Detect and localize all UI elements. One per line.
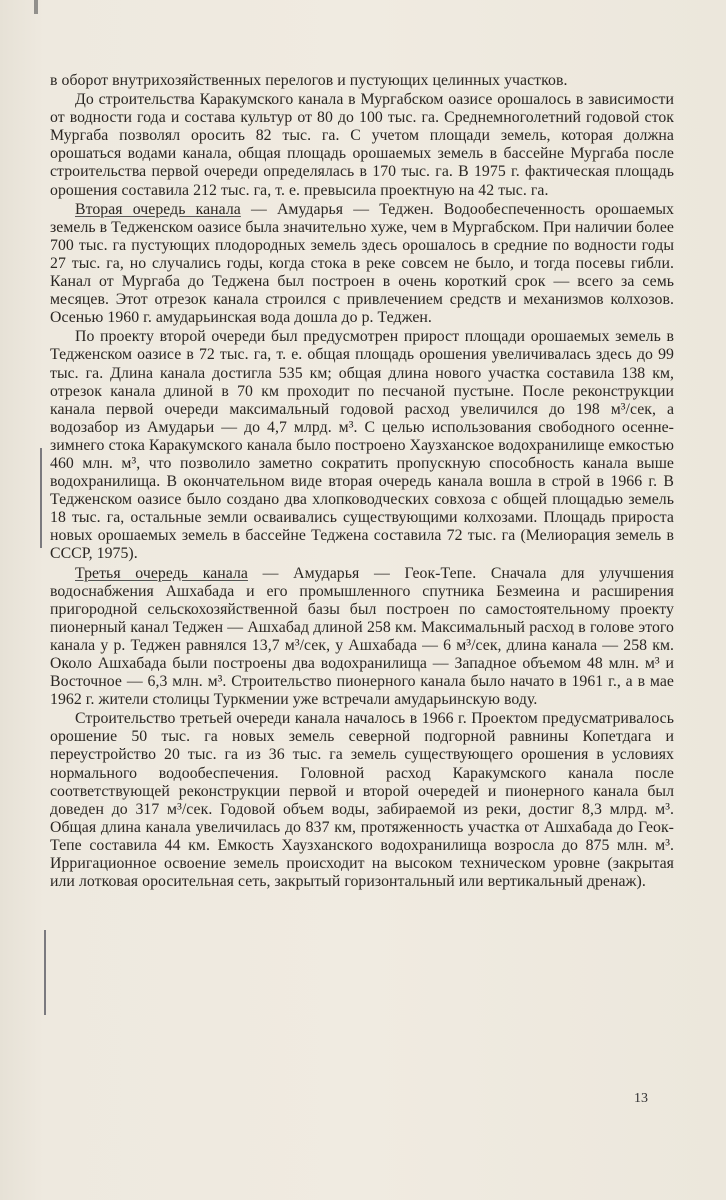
underlined-heading: Третья очередь канала (75, 564, 248, 582)
paragraph: Строительство третьей очереди канала началось в 1966 г. Проектом предусматривалось орошение 50 тыс. га новых земель северной подгорной равнины Копетдага и переустройство 20 тыс. га из 36 тыс. га земель существующего орошения в условиях нормального водообеспечения. Головной расход Каракумского канала после соответствующей реконструкции первой и второй очередей и пионерного канала был доведен до 317 м³/сек. Годовой объем воды, забираемой из реки, достиг 8,3 млрд. м³. Общая длина канала увеличилась до 837 км, протяженность участка от Ашхабада до Геок-Тепе составила 44 км. Емкость Хаузханского водохранилища возросла до 875 млн. м³. Ирригационное освоение земель происходит на высоком техническом уровне (закрытая или лотковая оросительная сеть, закрытый горизонтальный или вертикальный дренаж). (50, 710, 674, 891)
underlined-heading: Вторая очередь канала (75, 200, 241, 218)
corner-mark (34, 0, 38, 14)
body-text (50, 72, 674, 891)
paragraph: До строительства Каракумского канала в Мургабском оазисе орошалось в зависимости от водности года и состава культур от 80 до 100 тыс. га. Среднемноголетний годовой сток Мургаба позволял оросить 82 тыс. га. С учетом площади земель, которая должна орошаться водами канала, общая площадь орошаемых земель в бассейне Мургаба после строительства первой очереди определялась в 170 тыс. га. В 1975 г. фактическая площадь орошения составила 212 тыс. га, т. е. превысила проектную на 42 тыс. га. (50, 91, 674, 199)
paragraph: По проекту второй очереди был предусмотрен прирост площади орошаемых земель в Тедженском оазисе в 72 тыс. га, т. е. общая площадь орошения увеличивалась здесь до 99 тыс. га. Длина канала достигла 535 км; общая длина нового участка составила 138 км, отрезок канала длиной в 70 км проходит по песчаной пустыне. После реконструкции канала первой очереди максимальный годовой расход увеличился до 198 м³/сек, а водозабор из Амударьи — до 4,7 млрд. м³. С целью использования свободного осенне-зимнего стока Каракумского канала было построено Хаузханское водохранилище емкостью 460 млн. м³, что позволило заметно сократить пропускную способность канала выше водохранилища. В окончательном виде вторая очередь канала вошла в строй в 1966 г. В Тедженском оазисе было создано два хлопководческих совхоза с общей площадью земель 18 тыс. га, остальные земли осваивались существующими колхозами. Площадь прироста новых орошаемых земель в бассейне Теджена составила 72 тыс. га (Мелиорация земель в СССР, 1975). (50, 328, 674, 563)
page-number: 13 (634, 1091, 648, 1106)
margin-line-paragraph-4 (40, 448, 42, 548)
paragraph: в оборот внутрихозяйственных перелогов и пустующих целинных участков. (50, 72, 568, 89)
margin-line-paragraph-6 (44, 930, 46, 1015)
paragraph-second-stage: Вторая очередь канала — Амударья — Теджен. Водообеспеченность орошаемых земель в Тедженском оазисе была значительно хуже, чем в Мургабском. При наличии более 700 тыс. га пустующих плодородных земель здесь орошалось в средние по водности годы 27 тыс. га, но случались годы, когда стока в реке совсем не было, и тогда посевы гибли. Канал от Мургаба до Теджена был построен в очень короткий срок — всего за семь месяцев. Этот отрезок канала строился с привлечением средств и механизмов колхозов. Осенью 1960 г. амударьинская вода дошла до р. Теджен. (50, 200, 674, 327)
paragraph-third-stage: Третья очередь канала — Амударья — Геок-Тепе. Сначала для улучшения водоснабжения Ашхабада и его промышленного спутника Безмеина и расширения пригородной сельскохозяйственной базы был построен по самостоятельному проекту пионерный канал Теджен — Ашхабад длиной 258 км. Максимальный расход в голове этого канала у р. Теджен равнялся 13,7 м³/сек, у Ашхабада — 6 м³/сек, длина канала — 258 км. Около Ашхабада были построены два водохранилища — Западное объемом 48 млн. м³ и Восточное — 6,3 млн. м³. Строительство пионерного канала было начато в 1961 г., а в мае 1962 г. жители столицы Туркмении уже встречали амударьинскую воду. (50, 564, 674, 709)
